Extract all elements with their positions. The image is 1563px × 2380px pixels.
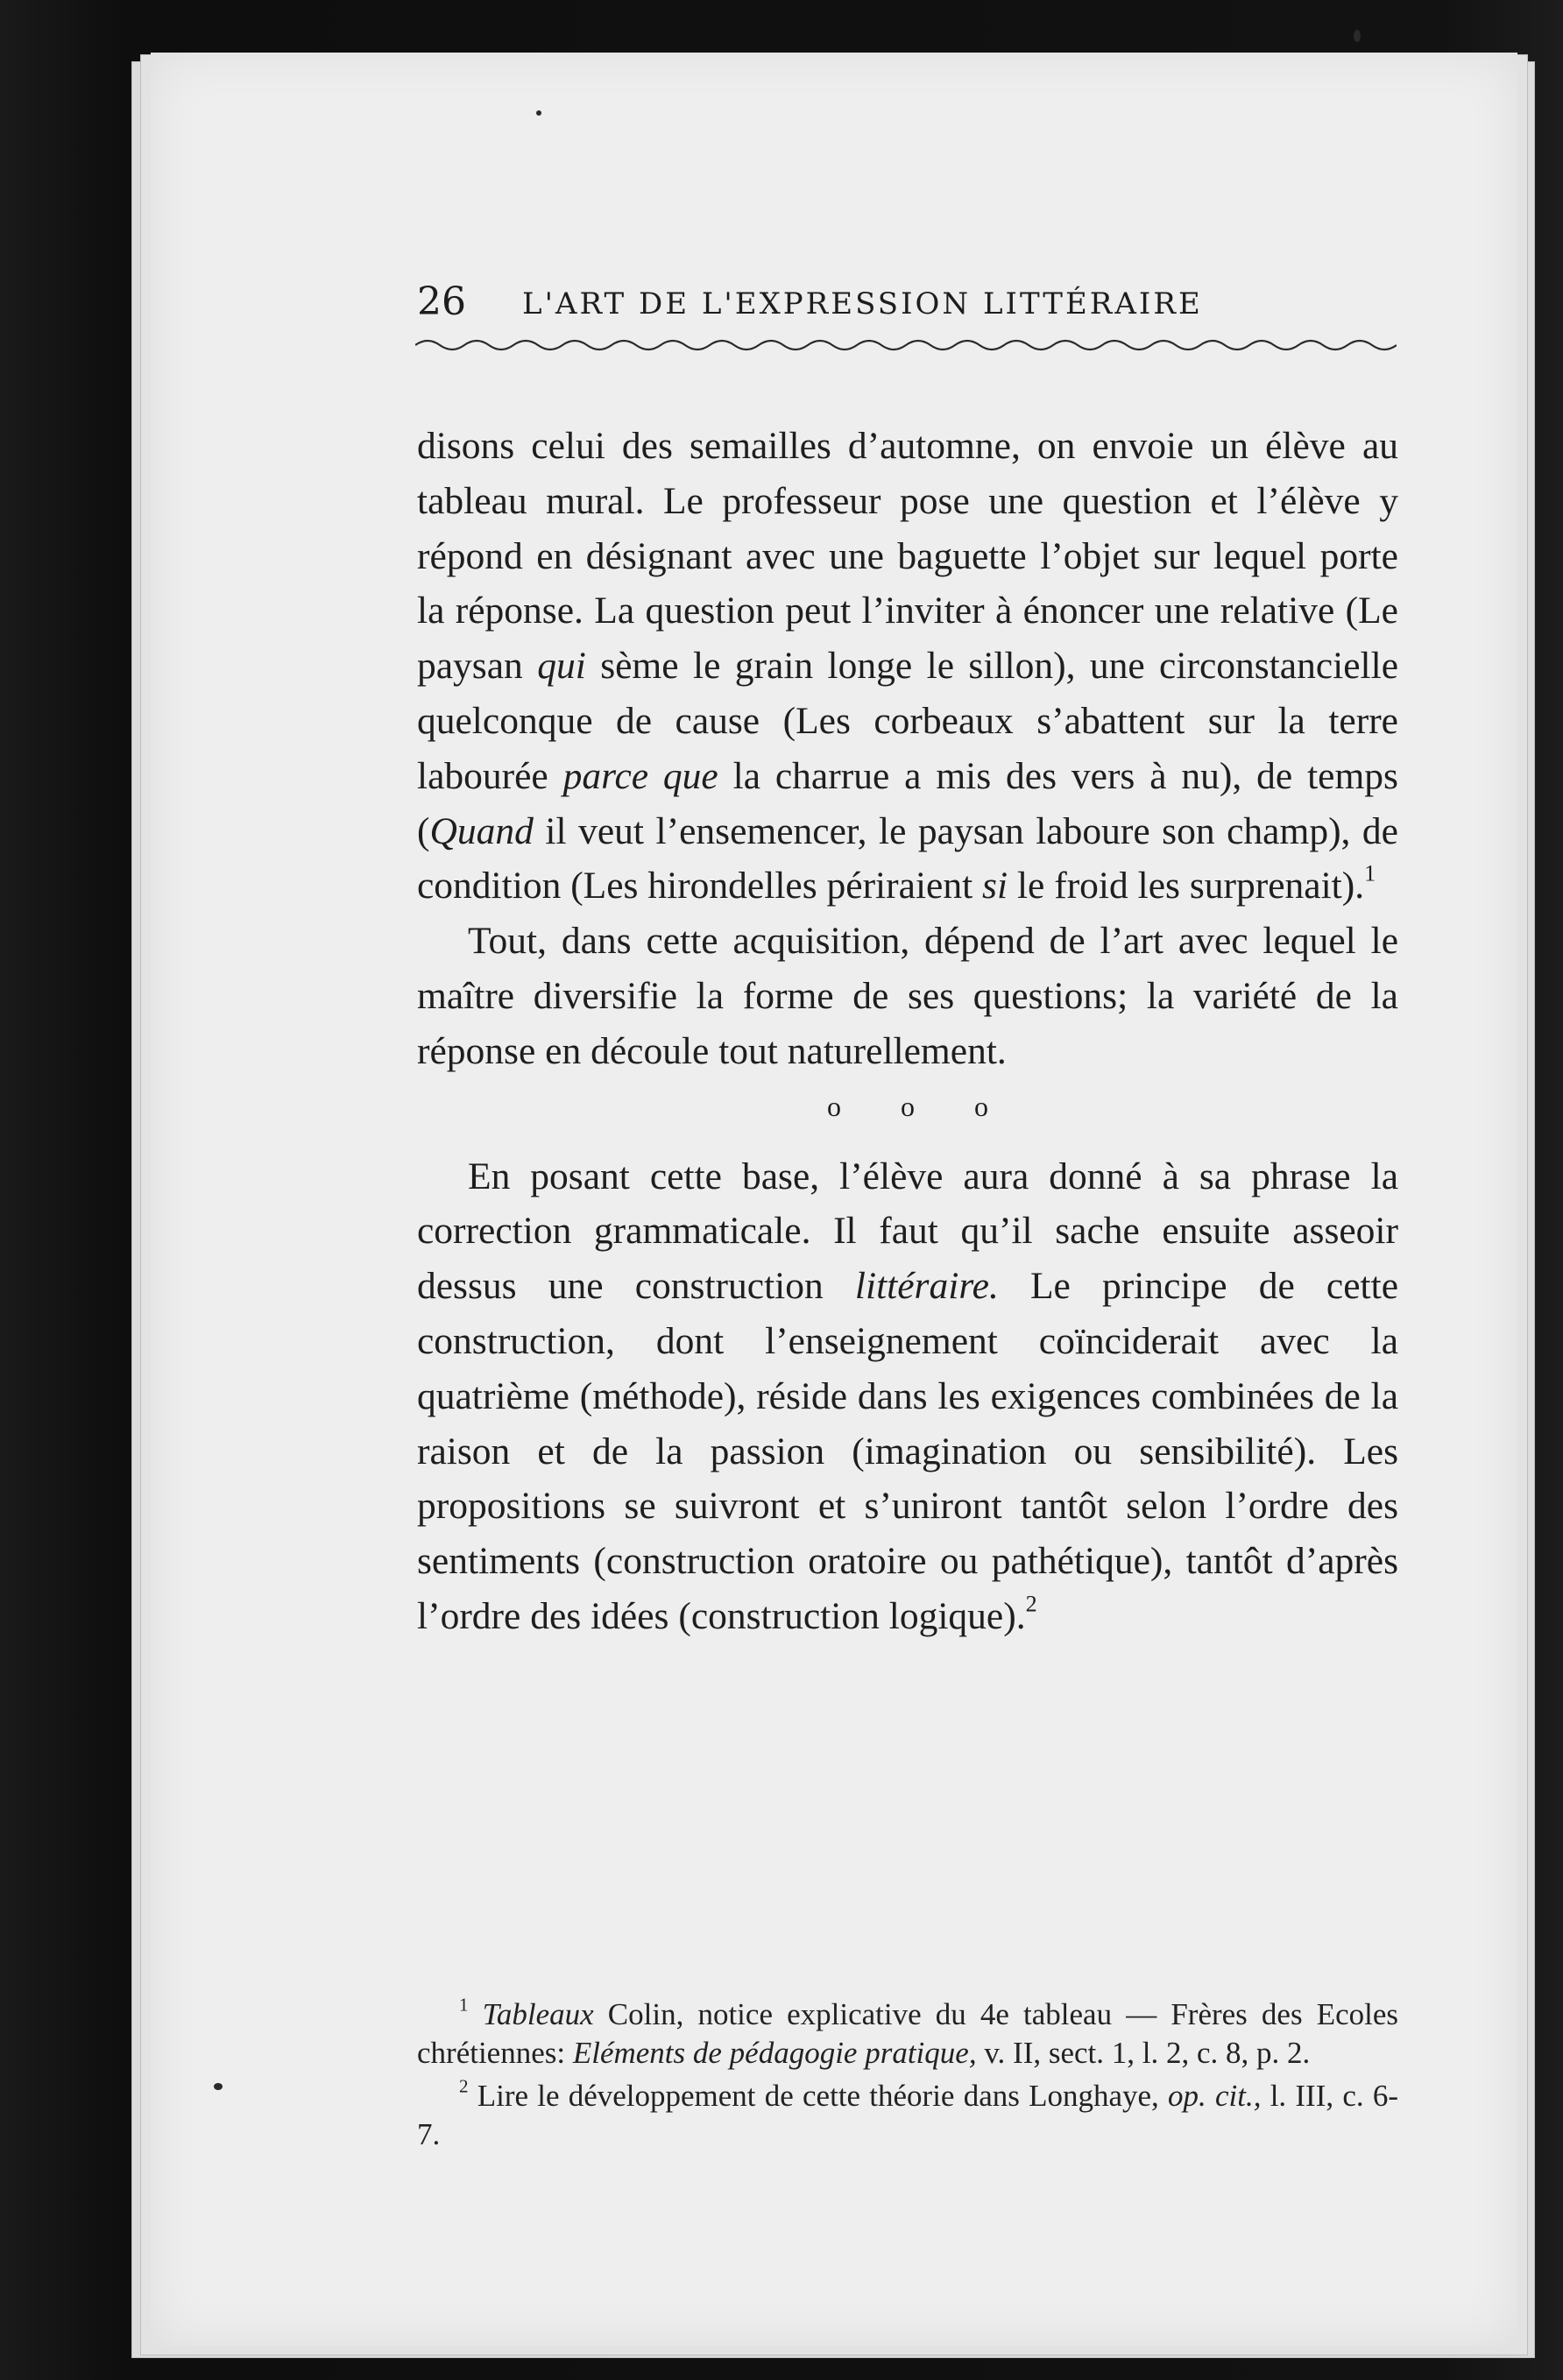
text-run: Lire le développement de cette théorie dans Longhaye,: [468, 2079, 1168, 2113]
footnote-marker: 1: [1364, 860, 1376, 886]
text-run: En posant cette base, l’élève aura donné à sa phrase la correction grammaticale. Il faut qu’il sache ensuite asseoir dessus une construction: [417, 1155, 1398, 1308]
body-text: [417, 419, 1398, 1644]
paragraph: [417, 1149, 1398, 1644]
italic-text: si: [982, 865, 1008, 908]
italic-text: op. cit.,: [1168, 2079, 1262, 2113]
footnote: [417, 1995, 1398, 2072]
text-run: Colin, notice explicative du 4e tableau — Frères des Ecoles chrétiennes:: [417, 1997, 1398, 2070]
footnote: [417, 2077, 1398, 2153]
text-run: Le principe de cette construction, dont l’enseignement coïnciderait avec la quatrième (méthode), réside dans les exigences combinées de la raison et de la passion (imagination ou sensibilité). Les propositions se suivront et s’uniront tantôt selon l’ordre des sentiments (construction oratoire ou pathétique), tantôt d’après l’ordre des idées (construction logique).: [417, 1265, 1398, 1637]
text-run: la charrue a mis des vers à nu), de temps (: [417, 754, 1398, 852]
text-run: le froid les surprenait).: [1008, 865, 1365, 908]
italic-text: qui: [537, 645, 586, 688]
paragraph: [417, 914, 1398, 1078]
footnote-marker: 2: [459, 2075, 469, 2097]
footnotes: [417, 1995, 1398, 2153]
text-run: il veut l’ensemencer, le paysan laboure son champ), de condition (Les hirondelles périraient: [417, 809, 1398, 908]
section-separator: o o o: [827, 1090, 1015, 1122]
italic-text: Tableaux: [482, 1997, 594, 2031]
paragraph: [417, 419, 1398, 914]
text-run: disons celui des semailles d’automne, on envoie un élève au tableau mural. Le professeur pose une question et l’élève y répond en désignant avec une baguette l’objet sur lequel porte la réponse. La question peut l’inviter à énoncer une relative (Le paysan: [417, 425, 1398, 688]
scan-speck: [214, 2083, 223, 2090]
italic-text: Eléments de pédagogie pratique,: [572, 2035, 977, 2070]
footnote-marker: 2: [1025, 1591, 1037, 1617]
text-run: Tout, dans cette acquisition, dépend de l’art avec lequel le maître diversifie la forme de ses questions; la variété de la réponse en découle tout naturellement.: [417, 920, 1398, 1072]
scan-speck: [536, 110, 541, 116]
text-run: sème le grain longe le sillon), une circonstancielle quelconque de cause (Les corbeaux s’abattent sur la terre labourée: [417, 645, 1398, 797]
scan-speck: [1354, 30, 1361, 42]
text-run: [469, 1997, 483, 2031]
text-run: l. III, c. 6-7.: [417, 2079, 1398, 2151]
italic-text: parce que: [562, 754, 718, 797]
footnote-marker: 1: [459, 1994, 469, 2016]
running-title: L'ART DE L'EXPRESSION LITTÉRAIRE: [522, 286, 1203, 321]
italic-text: littéraire.: [854, 1265, 999, 1308]
italic-text: Quand: [429, 809, 534, 852]
text-run: v. II, sect. 1, l. 2, c. 8, p. 2.: [976, 2035, 1311, 2070]
header-ornament-rule: [415, 335, 1397, 354]
page-number: 26: [417, 279, 466, 324]
page-header: [417, 276, 1420, 328]
